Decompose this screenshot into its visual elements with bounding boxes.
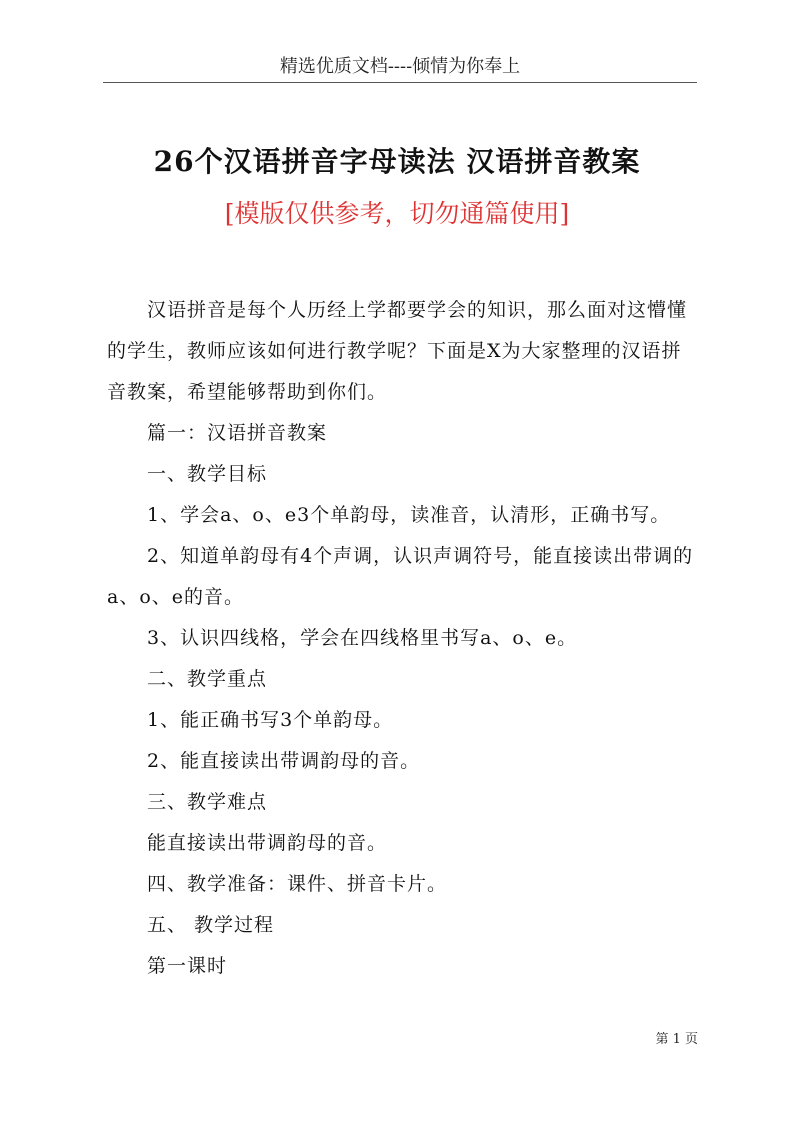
subsection-heading: 一、教学目标 xyxy=(147,463,268,485)
subsection-heading: 四、教学准备：课件、拼音卡片。 xyxy=(147,873,448,895)
list-item: 3、认识四线格，学会在四线格里书写a、o、e。 xyxy=(147,627,578,649)
page-number: 第 1 页 xyxy=(655,1032,698,1047)
document-title: 26个汉语拼音字母读法 汉语拼音教案 xyxy=(153,145,641,178)
list-item: 1、能正确书写3个单韵母。 xyxy=(147,709,394,731)
body-text: 第一课时 xyxy=(147,955,228,977)
subsection-heading: 五、 教学过程 xyxy=(147,914,275,936)
section-heading: 篇一：汉语拼音教案 xyxy=(147,422,328,444)
page-header: 精选优质文档----倾情为你奉上 xyxy=(103,52,697,83)
list-item: 2、知道单韵母有4个声调，认识声调符号，能直接读出带调的a、o、e的音。 xyxy=(107,545,694,608)
intro-paragraph: 汉语拼音是每个人历经上学都要学会的知识，那么面对这懵懂的学生，教师应该如何进行教学呢？下面是X为大家整理的汉语拼音教案，希望能够帮助到你们。 xyxy=(107,299,688,403)
document-subtitle: [模版仅供参考，切勿通篇使用] xyxy=(224,199,570,228)
list-item: 2、能直接读出带调韵母的音。 xyxy=(147,750,421,772)
body-text: 能直接读出带调韵母的音。 xyxy=(147,832,388,854)
list-item: 1、学会a、o、e3个单韵母，读准音，认清形，正确书写。 xyxy=(147,504,671,526)
subsection-heading: 三、教学难点 xyxy=(147,791,268,813)
document-body xyxy=(107,290,699,987)
subsection-heading: 二、教学重点 xyxy=(147,668,268,690)
